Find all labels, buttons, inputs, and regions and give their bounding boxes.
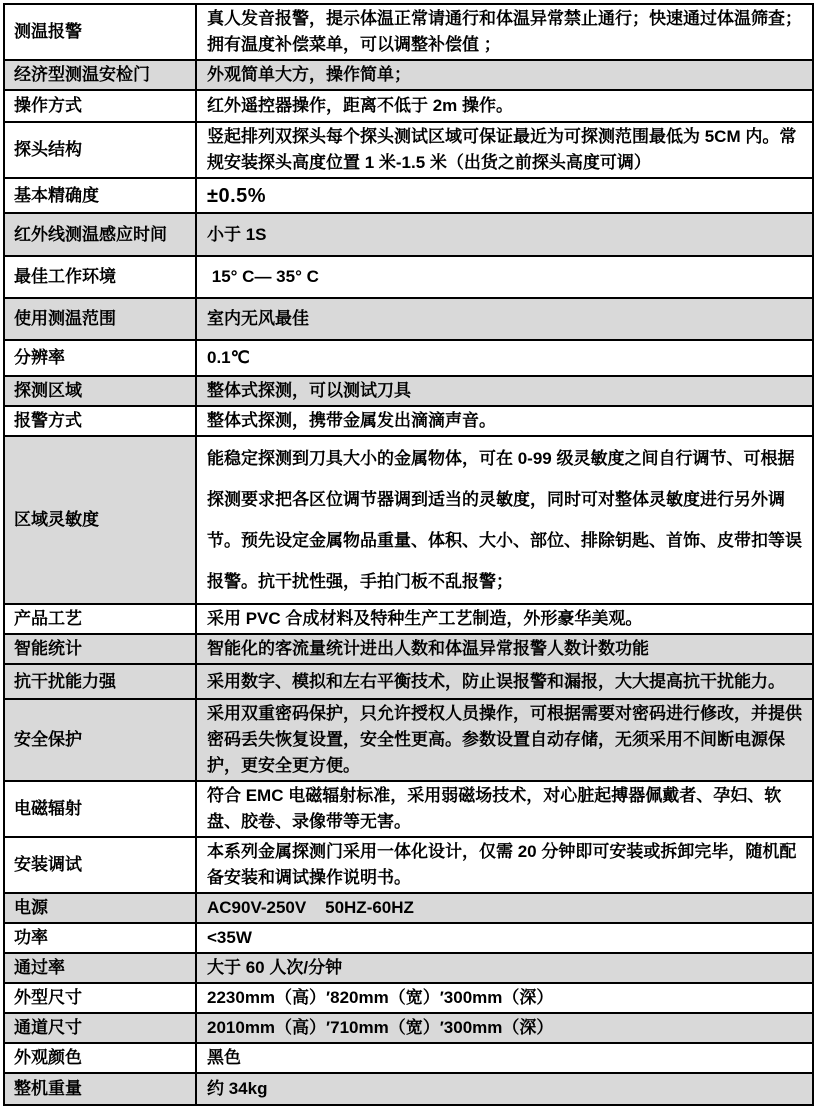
spec-label: 外型尺寸 xyxy=(14,988,82,1007)
spec-label: 电源 xyxy=(14,898,48,917)
spec-label: 探测区域 xyxy=(14,381,82,400)
spec-value-cell xyxy=(196,604,813,634)
spec-value-cell xyxy=(196,983,813,1013)
spec-label: 探头结构 xyxy=(14,140,82,159)
spec-label: 最佳工作环境 xyxy=(14,267,116,286)
table-row xyxy=(4,604,813,634)
spec-label-cell xyxy=(4,664,196,699)
spec-label-cell xyxy=(4,436,196,604)
spec-value-cell xyxy=(196,893,813,923)
spec-value: 0.1℃ xyxy=(207,348,250,367)
table-row xyxy=(4,893,813,923)
spec-value: 外观简单大方，操作简单； xyxy=(207,65,411,84)
spec-value: 符合 EMC 电磁辐射标准，采用弱磁场技术，对心脏起搏器佩戴者、孕妇、软盘、胶卷、录像带等无害。 xyxy=(207,786,782,831)
spec-value-cell xyxy=(196,298,813,340)
spec-label: 电磁辐射 xyxy=(14,799,82,818)
spec-value: 2010mm（高）′710mm（宽）′300mm（深） xyxy=(207,1018,554,1037)
table-row xyxy=(4,4,813,60)
table-row xyxy=(4,256,813,298)
spec-label: 区域灵敏度 xyxy=(14,510,99,529)
spec-label-cell xyxy=(4,256,196,298)
spec-label: 抗干扰能力强 xyxy=(14,671,116,691)
spec-label-cell xyxy=(4,1073,196,1105)
spec-value: 大于 60 人次/分钟 xyxy=(207,958,343,977)
spec-value-cell xyxy=(196,1073,813,1105)
spec-label: 基本精确度 xyxy=(14,185,99,205)
spec-label-cell xyxy=(4,893,196,923)
table-row xyxy=(4,837,813,893)
spec-value-cell xyxy=(196,436,813,604)
spec-value: 竖起排列双探头每个探头测试区域可保证最近为可探测范围最低为 5CM 内。常规安装探头高度位置 1 米-1.5 米（出货之前探头高度可调） xyxy=(207,127,797,172)
spec-value: 本系列金属探测门采用一体化设计，仅需 20 分钟即可安装或拆卸完毕，随机配备安装和调试操作说明书。 xyxy=(207,842,797,887)
spec-value-cell xyxy=(196,122,813,178)
table-row xyxy=(4,178,813,213)
spec-label: 通道尺寸 xyxy=(14,1018,82,1037)
spec-value-cell xyxy=(196,953,813,983)
spec-value: ±0.5% xyxy=(207,184,267,207)
spec-table xyxy=(3,3,814,1106)
spec-value-cell xyxy=(196,664,813,699)
table-row xyxy=(4,1043,813,1073)
spec-label: 智能统计 xyxy=(14,639,82,658)
table-row xyxy=(4,983,813,1013)
table-row xyxy=(4,60,813,90)
spec-value-cell xyxy=(196,1043,813,1073)
spec-label-cell xyxy=(4,90,196,122)
spec-label-cell xyxy=(4,4,196,60)
spec-label: 外观颜色 xyxy=(14,1048,82,1067)
table-row xyxy=(4,664,813,699)
spec-label: 报警方式 xyxy=(14,411,82,430)
table-row xyxy=(4,1013,813,1043)
spec-value: 采用双重密码保护，只允许授权人员操作，可根据需要对密码进行修改，并提供密码丢失恢复设置，安全性更高。参数设置自动存储，无须采用不间断电源保护，更安全更方便。 xyxy=(207,704,802,775)
spec-label-cell xyxy=(4,1043,196,1073)
spec-label: 使用测温范围 xyxy=(14,309,116,328)
spec-label-cell xyxy=(4,213,196,256)
spec-value-cell xyxy=(196,4,813,60)
spec-label: 红外线测温感应时间 xyxy=(14,224,167,244)
spec-value-cell xyxy=(196,213,813,256)
spec-label-cell xyxy=(4,953,196,983)
spec-value-cell xyxy=(196,90,813,122)
spec-label-cell xyxy=(4,406,196,436)
spec-value: 能稳定探测到刀具大小的金属物体，可在 0-99 级灵敏度之间自行调节、可根据探测要求把各区位调节器调到适当的灵敏度，同时可对整体灵敏度进行另外调节。预先设定金属物品重量、体积、大小、部位、排除钥匙、首饰、皮带扣等误报警。抗干扰性强，手拍门板不乱报警； xyxy=(207,449,802,591)
spec-value-cell xyxy=(196,923,813,953)
spec-value-cell xyxy=(196,699,813,781)
spec-label: 通过率 xyxy=(14,958,65,977)
table-row xyxy=(4,923,813,953)
spec-value: 采用数字、模拟和左右平衡技术，防止误报警和漏报，大大提高抗干扰能力。 xyxy=(207,671,785,691)
spec-value-cell xyxy=(196,781,813,837)
table-row xyxy=(4,1073,813,1105)
spec-label-cell xyxy=(4,983,196,1013)
spec-table-body xyxy=(4,4,813,1105)
table-row xyxy=(4,953,813,983)
spec-value-cell xyxy=(196,1013,813,1043)
spec-label-cell xyxy=(4,298,196,340)
spec-label-cell xyxy=(4,376,196,406)
spec-label-cell xyxy=(4,178,196,213)
spec-label: 整机重量 xyxy=(14,1079,82,1098)
spec-label-cell xyxy=(4,60,196,90)
spec-value: 约 34kg xyxy=(207,1079,268,1098)
spec-value: 小于 1S xyxy=(207,224,267,244)
spec-value: <35W xyxy=(207,928,252,947)
spec-value: 2230mm（高）′820mm（宽）′300mm（深） xyxy=(207,988,554,1007)
spec-label: 操作方式 xyxy=(14,96,82,115)
spec-value: 红外遥控器操作，距离不低于 2m 操作。 xyxy=(207,96,514,115)
spec-label-cell xyxy=(4,604,196,634)
spec-label-cell xyxy=(4,781,196,837)
table-row xyxy=(4,90,813,122)
spec-value-cell xyxy=(196,256,813,298)
spec-value: 整体式探测，携带金属发出滴滴声音。 xyxy=(207,411,496,430)
spec-label: 经济型测温安检门 xyxy=(14,65,150,84)
spec-label: 安装调试 xyxy=(14,855,82,874)
spec-value-cell xyxy=(196,60,813,90)
spec-label: 测温报警 xyxy=(14,22,82,41)
table-row xyxy=(4,406,813,436)
spec-label-cell xyxy=(4,340,196,376)
table-row xyxy=(4,634,813,664)
spec-value-cell xyxy=(196,340,813,376)
table-row xyxy=(4,340,813,376)
spec-value-cell xyxy=(196,837,813,893)
spec-value-cell xyxy=(196,406,813,436)
table-row xyxy=(4,213,813,256)
spec-label: 分辨率 xyxy=(14,348,65,367)
spec-label-cell xyxy=(4,923,196,953)
spec-value-cell xyxy=(196,376,813,406)
table-row xyxy=(4,436,813,604)
spec-value: 黑色 xyxy=(207,1048,241,1067)
spec-value: AC90V-250V 50HZ-60HZ xyxy=(207,898,414,917)
spec-value: 真人发音报警，提示体温正常请通行和体温异常禁止通行；快速通过体温筛查；拥有温度补偿菜单，可以调整补偿值 ； xyxy=(207,9,802,54)
spec-label: 安全保护 xyxy=(14,730,82,749)
spec-label-cell xyxy=(4,699,196,781)
table-row xyxy=(4,298,813,340)
spec-label-cell xyxy=(4,1013,196,1043)
spec-label: 功率 xyxy=(14,928,48,947)
spec-value-cell xyxy=(196,178,813,213)
table-row xyxy=(4,699,813,781)
spec-value: 采用 PVC 合成材料及特种生产工艺制造，外形豪华美观。 xyxy=(207,609,643,628)
spec-value: 15° C— 35° C xyxy=(207,267,319,286)
table-row xyxy=(4,122,813,178)
spec-label-cell xyxy=(4,634,196,664)
spec-label: 产品工艺 xyxy=(14,609,82,628)
spec-value: 整体式探测，可以测试刀具 xyxy=(207,381,411,400)
spec-value: 室内无风最佳 xyxy=(207,309,309,328)
table-row xyxy=(4,376,813,406)
table-row xyxy=(4,781,813,837)
spec-value-cell xyxy=(196,634,813,664)
spec-value: 智能化的客流量统计进出人数和体温异常报警人数计数功能 xyxy=(207,639,649,658)
spec-label-cell xyxy=(4,122,196,178)
spec-label-cell xyxy=(4,837,196,893)
